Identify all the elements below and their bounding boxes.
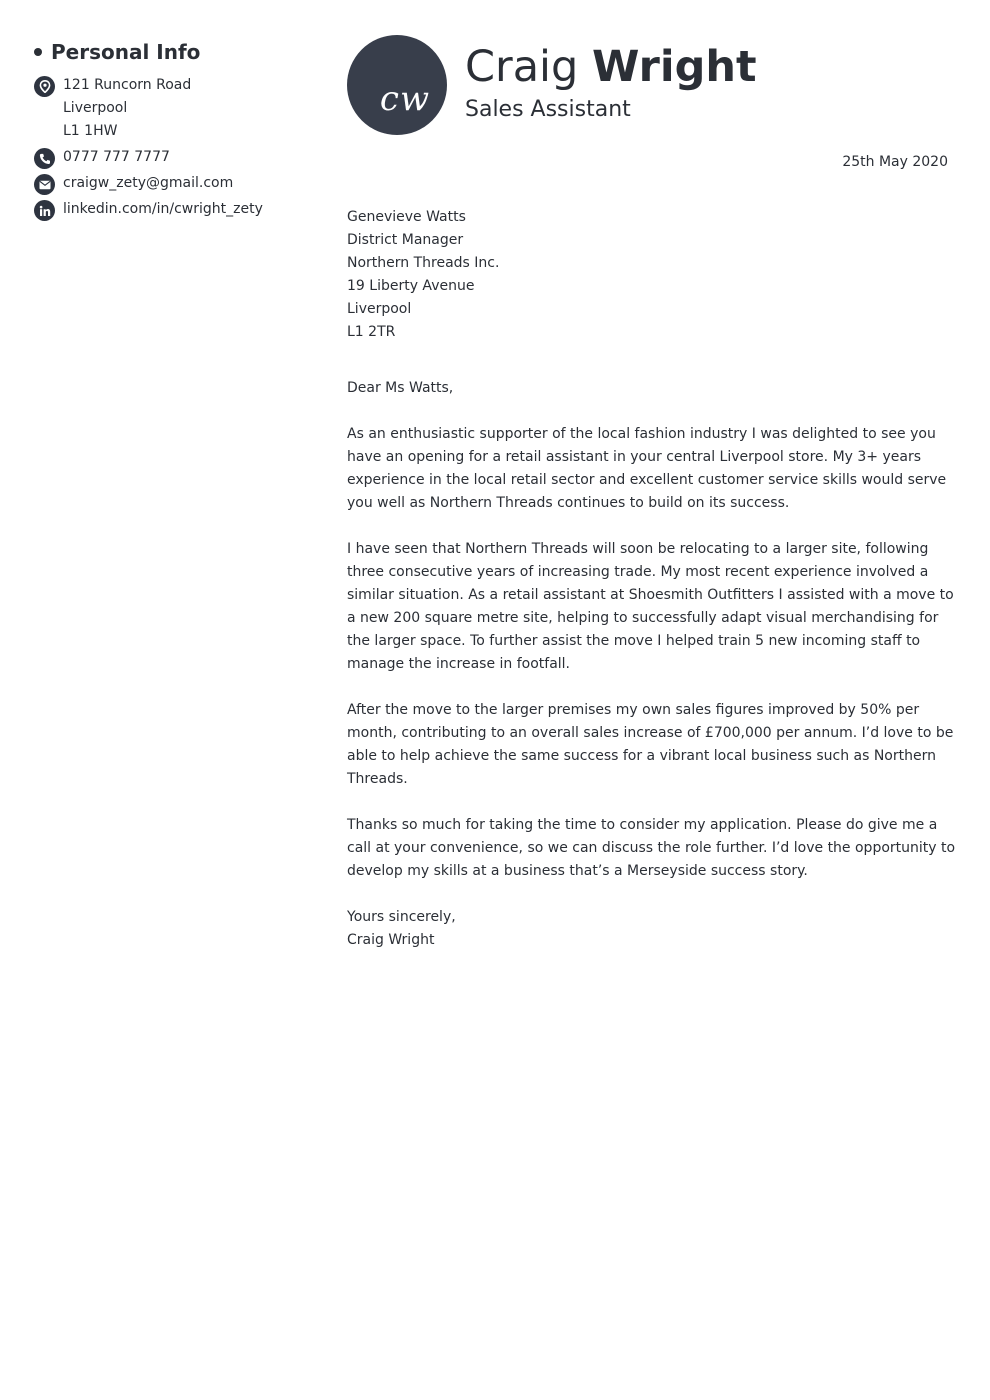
sidebar: [34, 38, 314, 226]
recipient-street: 19 Liberty Avenue: [347, 278, 475, 294]
phone-icon: [34, 148, 55, 169]
heading-bullet-icon: [34, 48, 42, 56]
contact-phone: [34, 148, 314, 169]
closing-phrase: Yours sincerely,: [347, 909, 456, 925]
address-line-3: L1 1HW: [63, 123, 118, 139]
recipient-postcode: L1 2TR: [347, 324, 396, 340]
address-line-2: Liverpool: [63, 100, 128, 116]
location-pin-icon: [34, 76, 55, 97]
monogram-initials: cw: [379, 79, 431, 119]
last-name: Wright: [591, 42, 757, 92]
salutation: Dear Ms Watts,: [347, 380, 454, 396]
contact-email: [34, 174, 314, 195]
personal-info-heading-text: Personal Info: [51, 40, 201, 64]
personal-info-heading: [34, 38, 314, 66]
monogram-avatar: [347, 35, 447, 135]
letter-body: [347, 206, 957, 952]
linkedin-icon: [34, 200, 55, 221]
recipient-city: Liverpool: [347, 301, 412, 317]
job-title: Sales Assistant: [465, 97, 631, 122]
address-line-1: 121 Runcorn Road: [63, 77, 192, 93]
paragraph-3: After the move to the larger premises my own sales figures improved by 50% per month, contributing to an overall sales increase of £700,000 per annum. I’d love to be able to help achieve the same success for a vibrant local business such as Northern Threads.: [347, 702, 954, 787]
candidate-name: [465, 40, 757, 94]
recipient-title: District Manager: [347, 232, 464, 248]
phone-number[interactable]: 0777 777 7777: [63, 149, 170, 165]
signature-name: Craig Wright: [347, 932, 435, 948]
recipient-block: [347, 206, 957, 344]
recipient-name: Genevieve Watts: [347, 209, 466, 225]
email-address[interactable]: craigw_zety@gmail.com: [63, 175, 234, 191]
closing-block: [347, 906, 957, 952]
contact-address: [34, 76, 314, 143]
first-name: Craig: [465, 42, 579, 92]
linkedin-url[interactable]: linkedin.com/in/cwright_zety: [63, 201, 263, 217]
paragraph-4: Thanks so much for taking the time to consider my application. Please do give me a call at your convenience, so we can discuss the role further. I’d love the opportunity to develop my skills at a business that’s a Merseyside success story.: [347, 817, 956, 879]
email-icon: [34, 174, 55, 195]
letter-date: 25th May 2020: [842, 154, 948, 170]
paragraph-2: I have seen that Northern Threads will soon be relocating to a larger site, following three consecutive years of increasing trade. My most recent experience involved a similar situation. As a retail assistant at Shoesmith Outfitters I assisted with a move to a new 200 square metre site, helping to successfully adapt visual merchandising for the larger space. To further assist the move I helped train 5 new incoming staff to manage the increase in footfall.: [347, 541, 954, 672]
paragraph-1: As an enthusiastic supporter of the local fashion industry I was delighted to see you have an opening for a retail assistant in your central Liverpool store. My 3+ years experience in the local retail sector and excellent customer service skills would serve you well as Northern Threads continues to build on its success.: [347, 426, 947, 511]
recipient-company: Northern Threads Inc.: [347, 255, 500, 271]
contact-linkedin: [34, 200, 314, 221]
